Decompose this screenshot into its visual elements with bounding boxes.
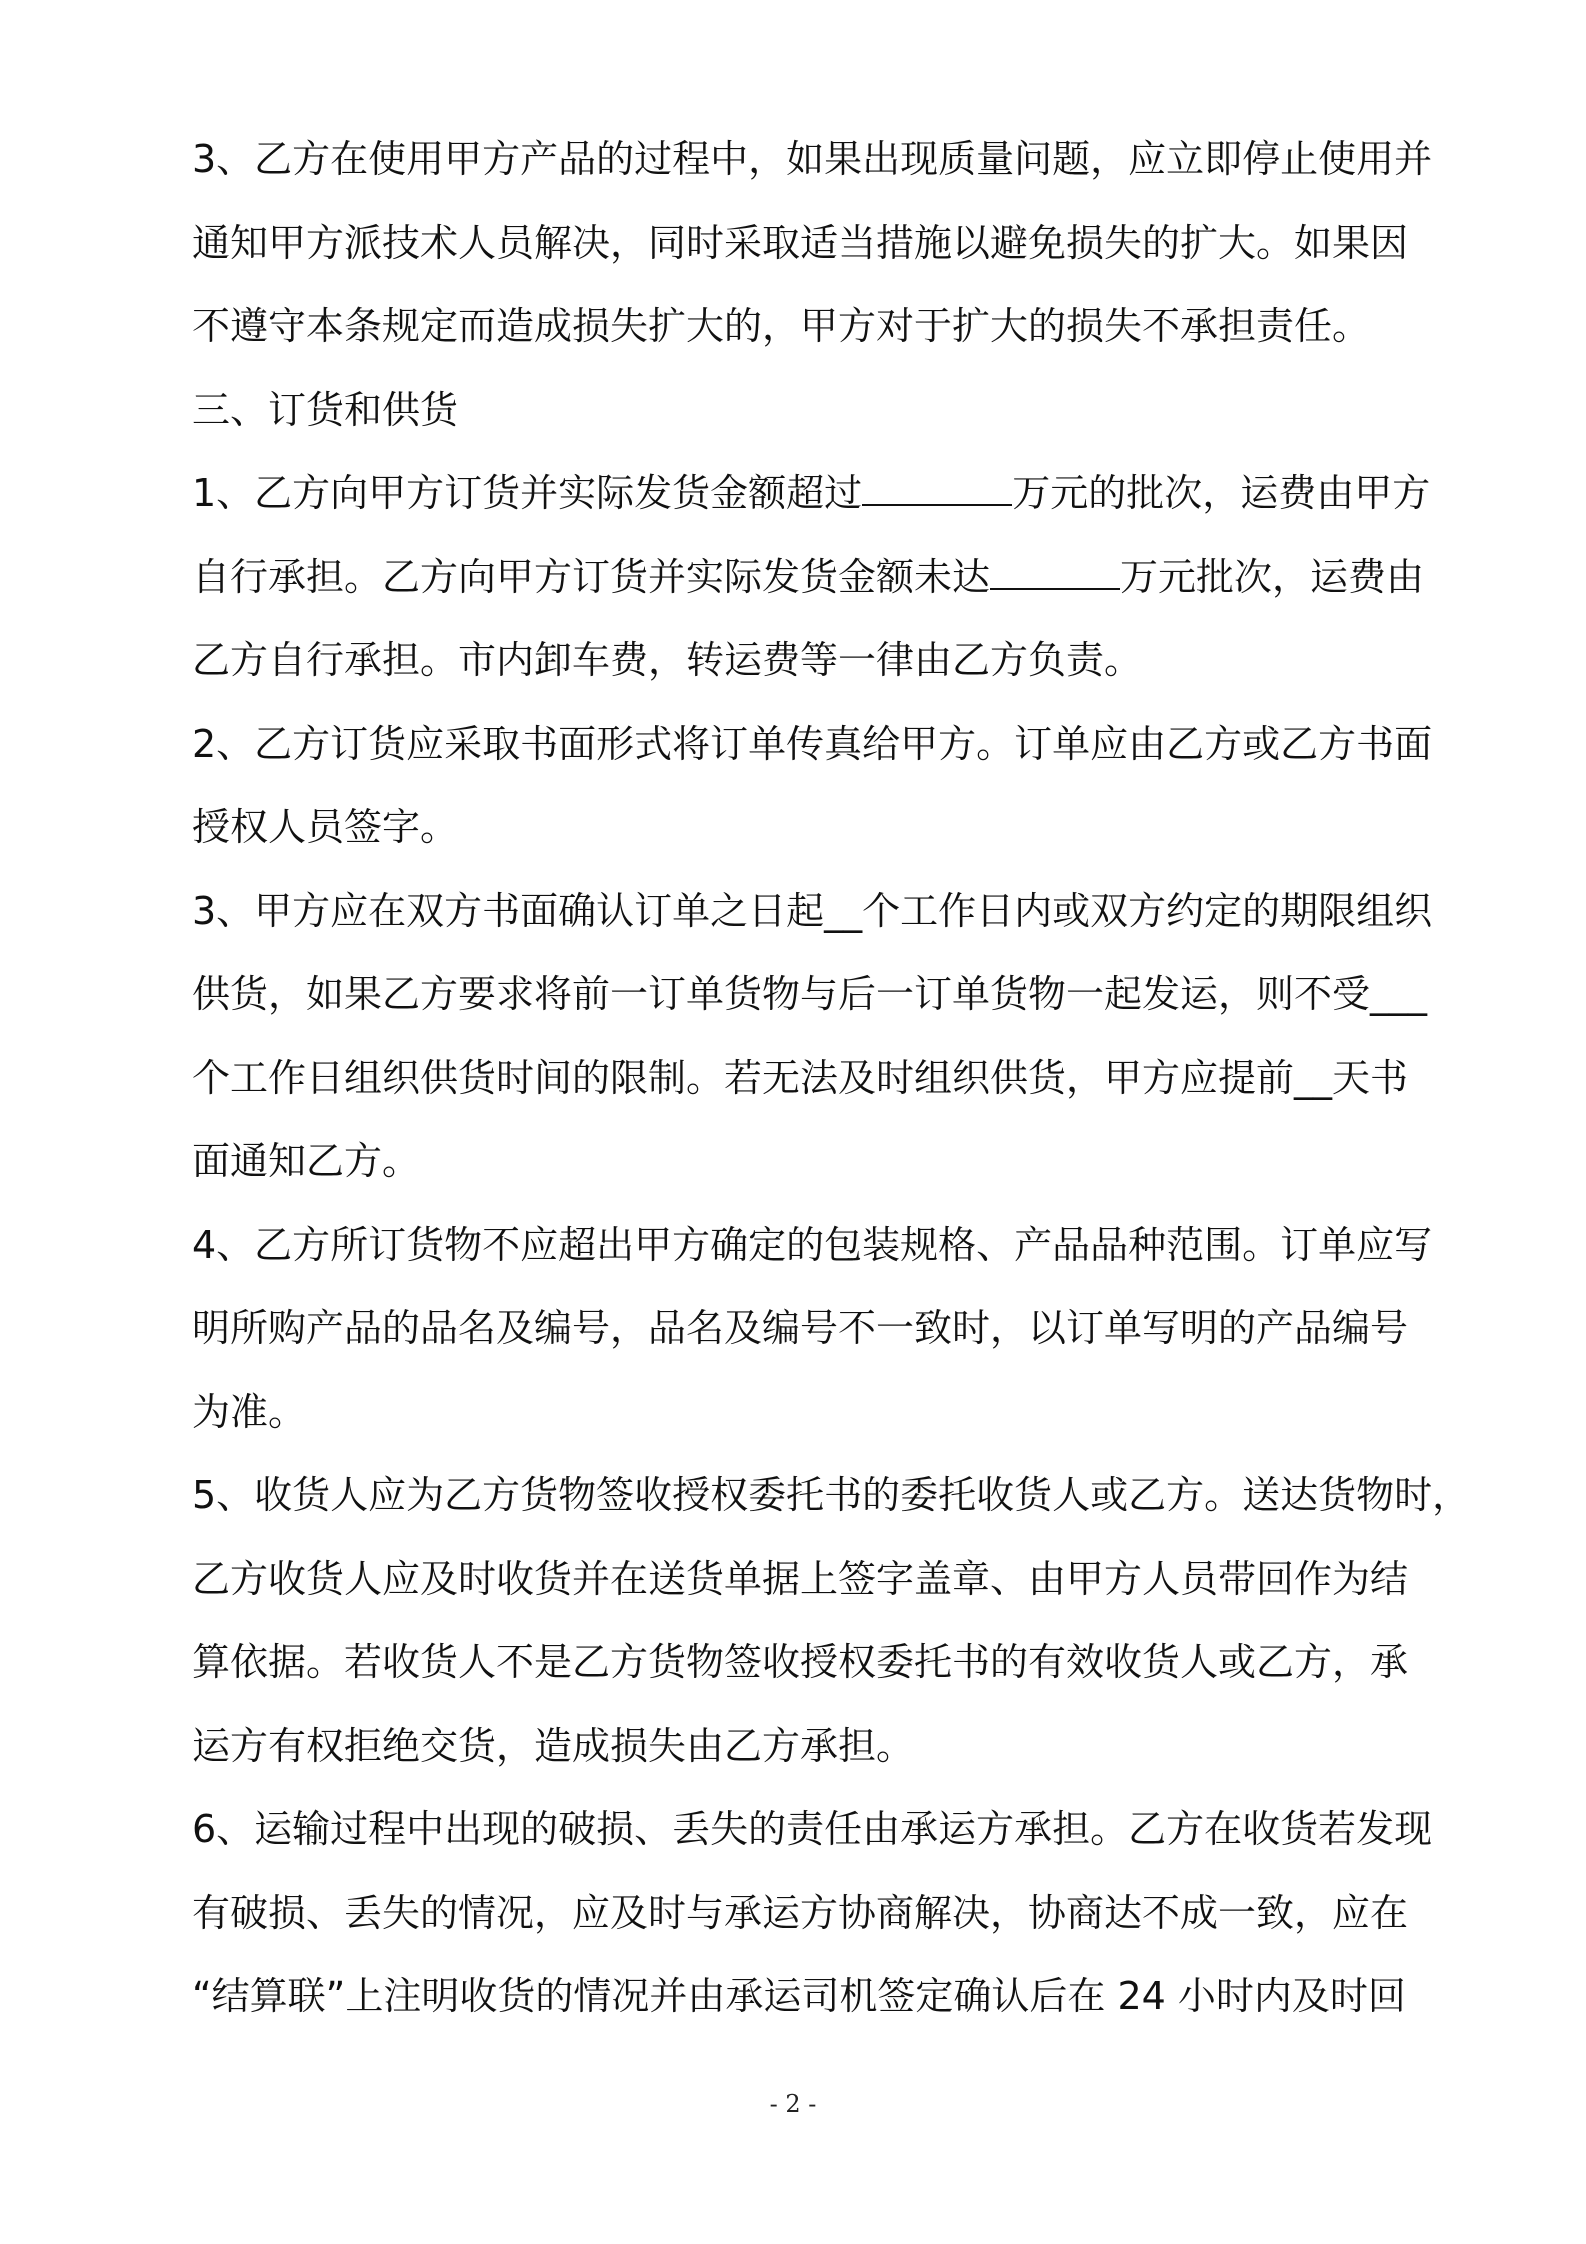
text-line (192, 1872, 1412, 1956)
text-line (192, 118, 1433, 202)
line-text: 通知甲方派技术人员解决，同时采取适当措施以避免损失的扩大。如果因 (192, 220, 1409, 265)
line-text: 个工作日组织供货时间的限制。若无法及时组织供货，甲方应提前__天书 (192, 1055, 1409, 1100)
amount-blank-1 (862, 470, 1012, 506)
text-line (192, 285, 1412, 369)
line-text: 面通知乙方。 (192, 1139, 421, 1183)
text-line (192, 1454, 1471, 1538)
page-number: - 2 - (769, 2090, 817, 2118)
line-text: 明所购产品的品名及编号，品名及编号不一致时，以订单写明的产品编号 (192, 1306, 1409, 1350)
text-line (192, 202, 1412, 286)
section-heading (192, 369, 1412, 453)
line-text: 3、甲方应在双方书面确认订单之日起__个工作日内或双方约定的期限组织 (192, 888, 1433, 933)
amount-blank-2 (990, 554, 1120, 590)
line-text: 有破损、丢失的情况，应及时与承运方协商解决，协商达不成一致，应在 (192, 1890, 1409, 1935)
text-line (192, 1287, 1412, 1371)
document-body (192, 118, 1471, 2039)
text-line (192, 619, 1412, 703)
text-line (192, 1204, 1433, 1288)
line-text: 算依据。若收货人不是乙方货物签收授权委托书的有效收货人或乙方，承 (192, 1640, 1409, 1684)
line-text: “结算联”上注明收货的情况并由承运司机签定确认后在 24 小时内及时回 (192, 1974, 1406, 2018)
line-text: 万元批次，运费由 (1120, 554, 1425, 599)
text-line (192, 1371, 1412, 1455)
line-text: 自行承担。乙方向甲方订货并实际发货金额未达 (192, 554, 991, 599)
text-line (192, 452, 1431, 536)
line-text: 运方有权拒绝交货，造成损失由乙方承担。 (192, 1723, 915, 1768)
line-text: 为准。 (192, 1389, 307, 1434)
text-line (192, 953, 1428, 1037)
line-text: 6、运输过程中出现的破损、丢失的责任由承运方承担。乙方在收货若发现 (192, 1807, 1433, 1851)
text-line (192, 786, 1412, 870)
line-text: 2、乙方订货应采取书面形式将订单传真给甲方。订单应由乙方或乙方书面 (192, 721, 1433, 766)
line-text: 3、乙方在使用甲方产品的过程中，如果出现质量问题，应立即停止使用并 (192, 137, 1433, 181)
line-text: 授权人员签字。 (192, 805, 459, 849)
text-line (192, 870, 1433, 954)
text-line (192, 536, 1425, 620)
line-text: 供货，如果乙方要求将前一订单货物与后一订单货物一起发运，则不受___ (192, 972, 1428, 1016)
line-text: 5、收货人应为乙方货物签收授权委托书的委托收货人或乙方。送达货物时， (192, 1473, 1471, 1517)
text-line (192, 1955, 1412, 2039)
text-line (192, 1037, 1412, 1121)
text-line (192, 1621, 1412, 1705)
line-text: 乙方收货人应及时收货并在送货单据上签字盖章、由甲方人员带回作为结 (192, 1556, 1409, 1601)
text-line (192, 703, 1433, 787)
line-text: 乙方自行承担。市内卸车费，转运费等一律由乙方负责。 (192, 638, 1143, 682)
line-text: 万元的批次，运费由甲方 (1012, 471, 1431, 515)
line-text: 1、乙方向甲方订货并实际发货金额超过 (192, 471, 863, 515)
section-heading-text: 三、订货和供货 (192, 387, 459, 432)
text-line (192, 1538, 1412, 1622)
text-line (192, 1705, 1412, 1789)
text-line (192, 1120, 1412, 1204)
text-line (192, 1788, 1433, 1872)
line-text: 不遵守本条规定而造成损失扩大的，甲方对于扩大的损失不承担责任。 (192, 304, 1371, 348)
line-text: 4、乙方所订货物不应超出甲方确定的包装规格、产品品种范围。订单应写 (192, 1222, 1433, 1267)
